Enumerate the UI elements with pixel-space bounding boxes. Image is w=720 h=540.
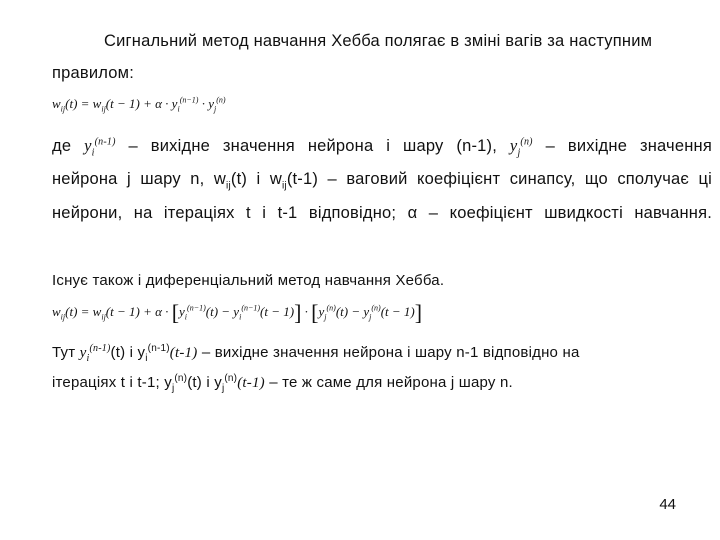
page-number: 44 (659, 496, 676, 513)
differential-intro: Існує також і диференціальний метод навчання Хебба. (52, 272, 445, 289)
differential-desc-line-2: ітераціях t і t-1; $y_j^{(n)}(t)$ і $y_j^{(n)}(t-1)$ – те ж саме для нейрона j шару n. (52, 373, 513, 394)
intro-line-1: Сигнальний метод навчання Хебба полягає в зміні вагів за наступним (104, 32, 653, 50)
differential-desc-line-1: Тут $y_i^{(n-1)}(t)$ і $y_i^{(n-1)}(t-1)$ – вихідне значення нейрона і шару n-1 відповідно на (52, 343, 580, 364)
description-line-1: де $y_i^{(n-1)}$ – вихідне значення нейрона і шару (n-1), $y_j^{(n)}$ – вихідне значення (52, 136, 712, 159)
intro-line-2: правилом: (52, 64, 134, 82)
description-line-2: нейрона j шару n, $w_{ij}(t)$ і $w_{ij}(t-1)$ – ваговий коефіцієнт синапсу, що сполучає ці (52, 170, 712, 192)
hebb-signal-formula: $w_{ij}(t) = w_{ij}(t - 1) + \alpha \cdot y_i^{(n-1)} \cdot y_j^{(n)}$ (52, 95, 226, 114)
description-line-3: нейрони, на ітераціях t і t-1 відповідно; α – коефіцієнт швидкості навчання. (52, 204, 712, 222)
hebb-differential-formula: $w_{ij}(t) = w_{ij}(t - 1) + \alpha \cdot [y_i^{(n-1)}(t) - y_i^{(n-1)}(t - 1)] \cdot [y_j^{(n)}(t) - y_j^{(n)}(t - 1)]$ (52, 300, 423, 325)
